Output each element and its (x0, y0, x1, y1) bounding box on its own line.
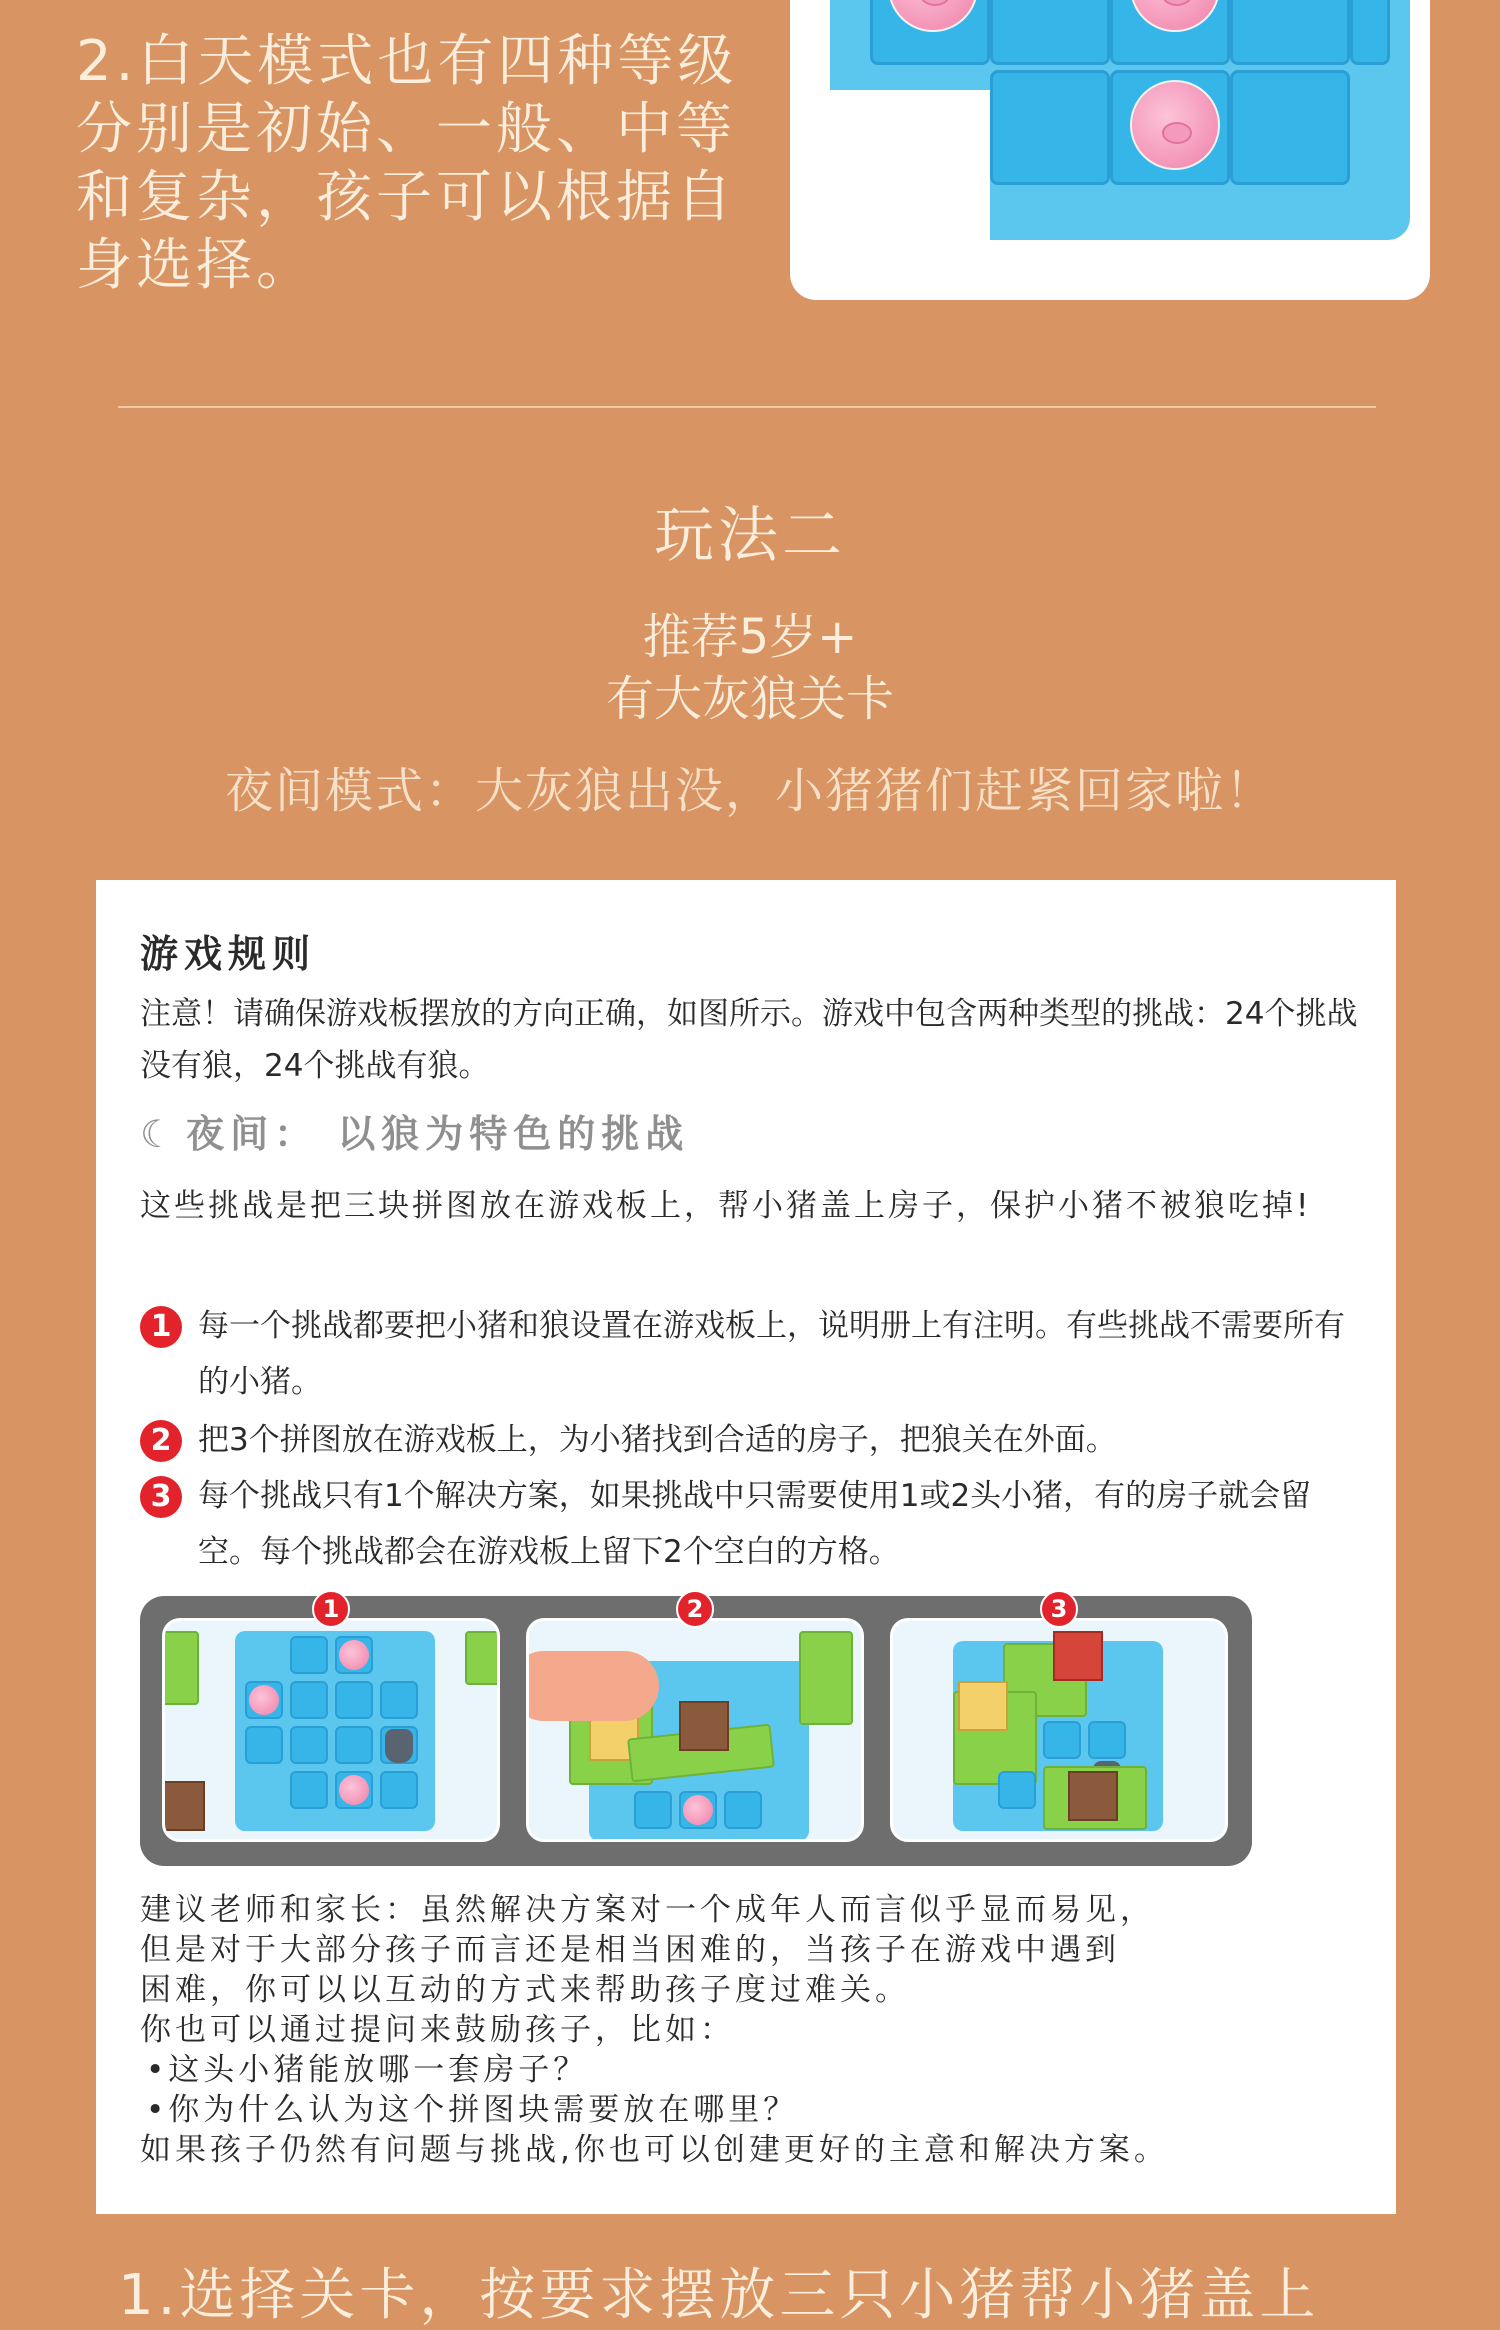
intro-text: 2.白天模式也有四种等级分别是初始、一般、中等和复杂，孩子可以根据自身选择。 (76, 29, 738, 298)
step-number-badge: 3 (140, 1476, 182, 1518)
mode-title: 玩法二 (654, 501, 846, 571)
step-text: 把3个拼图放在游戏板上，为小猪找到合适的房子，把狼关在外面。 (198, 1422, 1117, 1458)
section-divider (118, 406, 1376, 408)
step-text: 每一个挑战都要把小猪和狼设置在游戏板上，说明册上有注明。有些挑战不需要所有的小猪。 (198, 1308, 1345, 1400)
night-description: 这些挑战是把三块拼图放在游戏板上，帮小猪盖上房子，保护小猪不被狼吃掉! (140, 1188, 1312, 1224)
moon-icon: ☾ (140, 1112, 181, 1156)
parent-advice (140, 1890, 1380, 2170)
advice-line: 你也可以通过提问来鼓励孩子，比如： (140, 2012, 735, 2048)
step-number-badge: 2 (676, 1590, 714, 1628)
bottom-instruction: 1.选择关卡，按要求摆放三只小猪帮小猪盖上 (118, 2263, 1320, 2328)
night-mode-tagline: 夜间模式：大灰狼出没，小猪猪们赶紧回家啦！ (224, 763, 1275, 819)
board-cell (1230, 0, 1350, 65)
step-number-badge: 3 (1040, 1590, 1078, 1628)
board-cell (990, 70, 1110, 185)
step-number-badge: 1 (140, 1306, 182, 1348)
board-cell (1230, 70, 1350, 185)
step-number-badge: 1 (312, 1590, 350, 1628)
board-cell (335, 1726, 373, 1764)
advice-line: 但是对于大部分孩子而言还是相当困难的，当孩子在游戏中遇到 (140, 1932, 1120, 1968)
age-recommendation: 推荐5岁+ (642, 609, 858, 665)
rules-card (96, 880, 1396, 2214)
board-cell (245, 1726, 283, 1764)
pig-piece (249, 1685, 279, 1715)
board-notch (830, 90, 990, 250)
board-cell (290, 1771, 328, 1809)
board-cell (990, 0, 1110, 65)
house-piece (958, 1681, 1008, 1731)
board-cell (290, 1726, 328, 1764)
board-cell (724, 1791, 762, 1829)
step-text: 每个挑战只有1个解决方案，如果挑战中只需要使用1或2头小猪，有的房子就会留空。每个挑战都会在游戏板上留下2个空白的方格。 (198, 1478, 1312, 1570)
game-board (830, 0, 1410, 240)
board-cell (380, 1771, 418, 1809)
pig-piece (339, 1775, 369, 1805)
advice-line: 困难，你可以以互动的方式来帮助孩子度过难关。 (140, 1972, 910, 2008)
pig-piece (1130, 80, 1220, 170)
board-cell (290, 1681, 328, 1719)
steps-illustration (140, 1596, 1252, 1866)
night-challenge-heading (140, 1108, 1360, 1160)
night-heading-text: 夜间： 以狼为特色的挑战 (186, 1112, 690, 1156)
rules-title: 游戏规则 (140, 932, 317, 976)
puzzle-piece (465, 1631, 500, 1685)
puzzle-piece (799, 1631, 853, 1725)
step-item (140, 1298, 1360, 1410)
pig-piece (683, 1795, 713, 1825)
pig-piece (339, 1640, 369, 1670)
advice-bullet: •你为什么认为这个拼图块需要放在哪里？ (146, 2092, 799, 2128)
board-cell (380, 1681, 418, 1719)
advice-line: 建议老师和家长：虽然解决方案对一个成年人而言似乎显而易见， (140, 1892, 1155, 1928)
rules-note: 注意！请确保游戏板摆放的方向正确，如图所示。游戏中包含两种类型的挑战：24个挑战没有狼，24个挑战有狼。 (140, 996, 1358, 1084)
step-panel-2 (526, 1618, 864, 1842)
step-item (140, 1468, 1360, 1580)
game-board-image (790, 0, 1430, 300)
step-panel-1 (162, 1618, 500, 1842)
step-number-badge: 2 (140, 1420, 182, 1462)
advice-bullet: •这头小猪能放哪一套房子？ (146, 2052, 589, 2088)
step-item (140, 1412, 1360, 1468)
board-cell (998, 1771, 1036, 1809)
house-piece (1068, 1771, 1118, 1821)
hand-image (526, 1651, 659, 1721)
board-cell (290, 1636, 328, 1674)
step-panel-3 (890, 1618, 1228, 1842)
puzzle-piece (162, 1631, 199, 1705)
board-cell (1043, 1721, 1081, 1759)
board-cell (335, 1681, 373, 1719)
board-cell (1088, 1721, 1126, 1759)
board-cell (1350, 0, 1390, 65)
advice-line: 如果孩子仍然有问题与挑战,你也可以创建更好的主意和解决方案。 (140, 2132, 1169, 2168)
board-cell (634, 1791, 672, 1829)
house-piece (679, 1701, 729, 1751)
wolf-piece (385, 1729, 413, 1763)
wolf-level-label: 有大灰狼关卡 (605, 671, 894, 727)
house-piece (162, 1781, 205, 1831)
house-piece (1053, 1631, 1103, 1681)
